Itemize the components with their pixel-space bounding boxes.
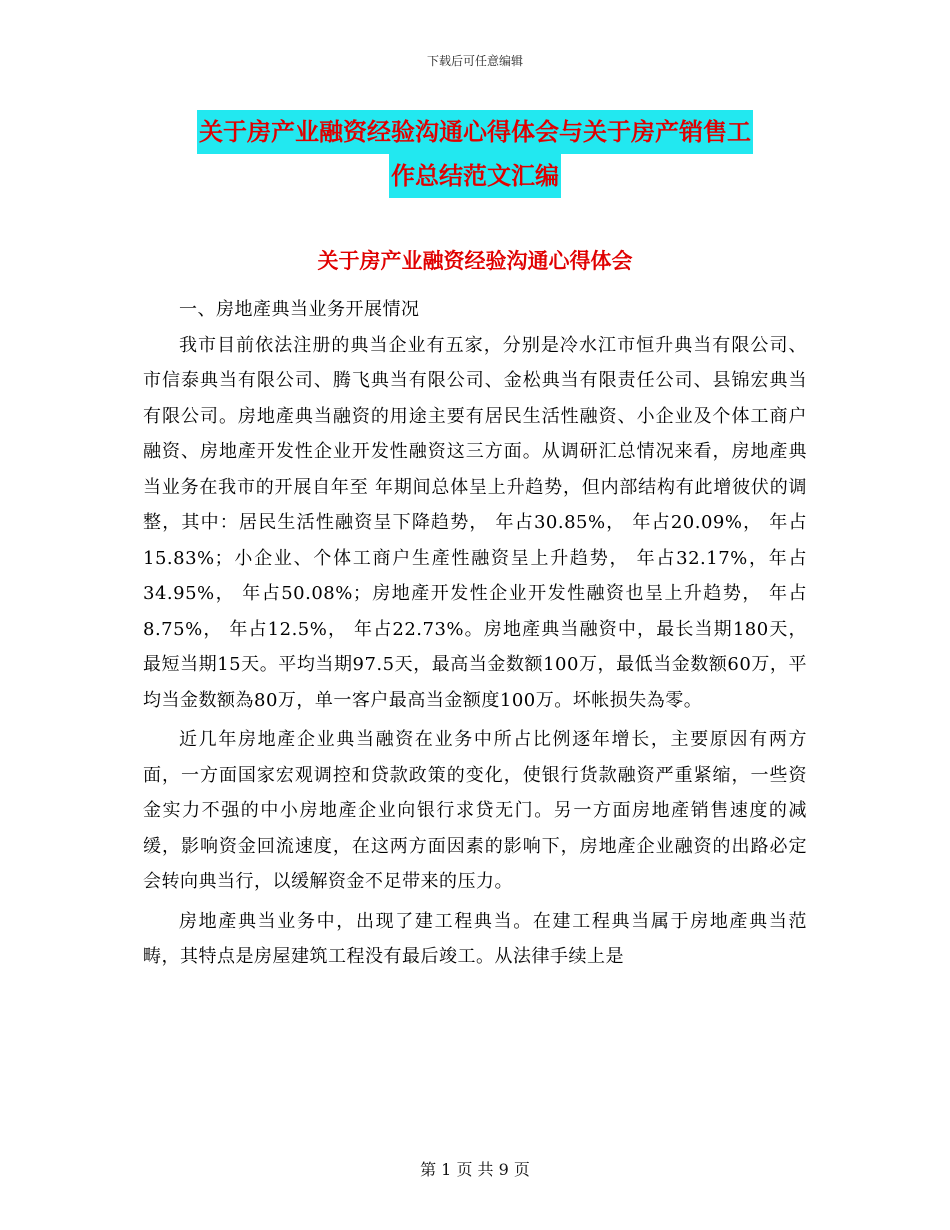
page-footer: 第 1 页 共 9 页: [420, 1160, 530, 1179]
title-line-1: 关于房产业融资经验沟通心得体会与关于房产销售工: [197, 110, 753, 154]
section-heading: 关于房产业融资经验沟通心得体会: [317, 248, 633, 273]
paragraph-1: 我市目前依法注册的典当企业有五家，分别是冷水江市恒升典当有限公司、市信泰典当有限公司、腾飞典当有限公司、金松典当有限责任公司、县锦宏典当有限公司。房地產典当融资的用途主要有居民生活性融资、小企业及个体工商户融资、房地產开发性企业开发性融资这三方面。从调研汇总情况来看，房地產典当业务在我市的开展自年至 年期间总体呈上升趋势，但内部结构有此增彼伏的调整，其中：居民生活性融资呈下降趋势， 年占30.85%， 年占20.09%， 年占15.83%；小企业、个体工商户生產性融资呈上升趋势， 年占32.17%，年占34.95%， 年占50.08%；房地產开发性企业开发性融资也呈上升趋势， 年占8.75%， 年占12.5%， 年占22.73%。房地產典当融资中，最长当期180天，最短当期15天。平均当期97.5天，最高当金数额100万，最低当金数额60万，平均当金数额為80万，单一客户最高当金额度100万。坏帐损失為零。: [143, 334, 807, 711]
paragraph-3: 房地產典当业务中，出现了建工程典当。在建工程典当属于房地產典当范畴，其特点是房屋建筑工程没有最后竣工。从法律手续上是: [143, 910, 807, 967]
title-line-2: 作总结范文汇编: [389, 154, 561, 198]
paragraph-2: 近几年房地產企业典当融资在业务中所占比例逐年增长，主要原因有两方面，一方面国家宏观调控和贷款政策的变化，使银行货款融资严重紧缩，一些资金实力不强的中小房地產企业向银行求贷无门。另一方面房地產销售速度的减缓，影响资金回流速度，在这两方面因素的影响下，房地產企业融资的出路必定会转向典当行，以缓解资金不足带来的压力。: [143, 729, 807, 892]
document-body: [143, 292, 807, 979]
document-title: [0, 110, 950, 198]
sub-heading: 一、房地產典当业务开展情况: [179, 299, 420, 320]
header-note: 下载后可任意编辑: [426, 54, 523, 68]
